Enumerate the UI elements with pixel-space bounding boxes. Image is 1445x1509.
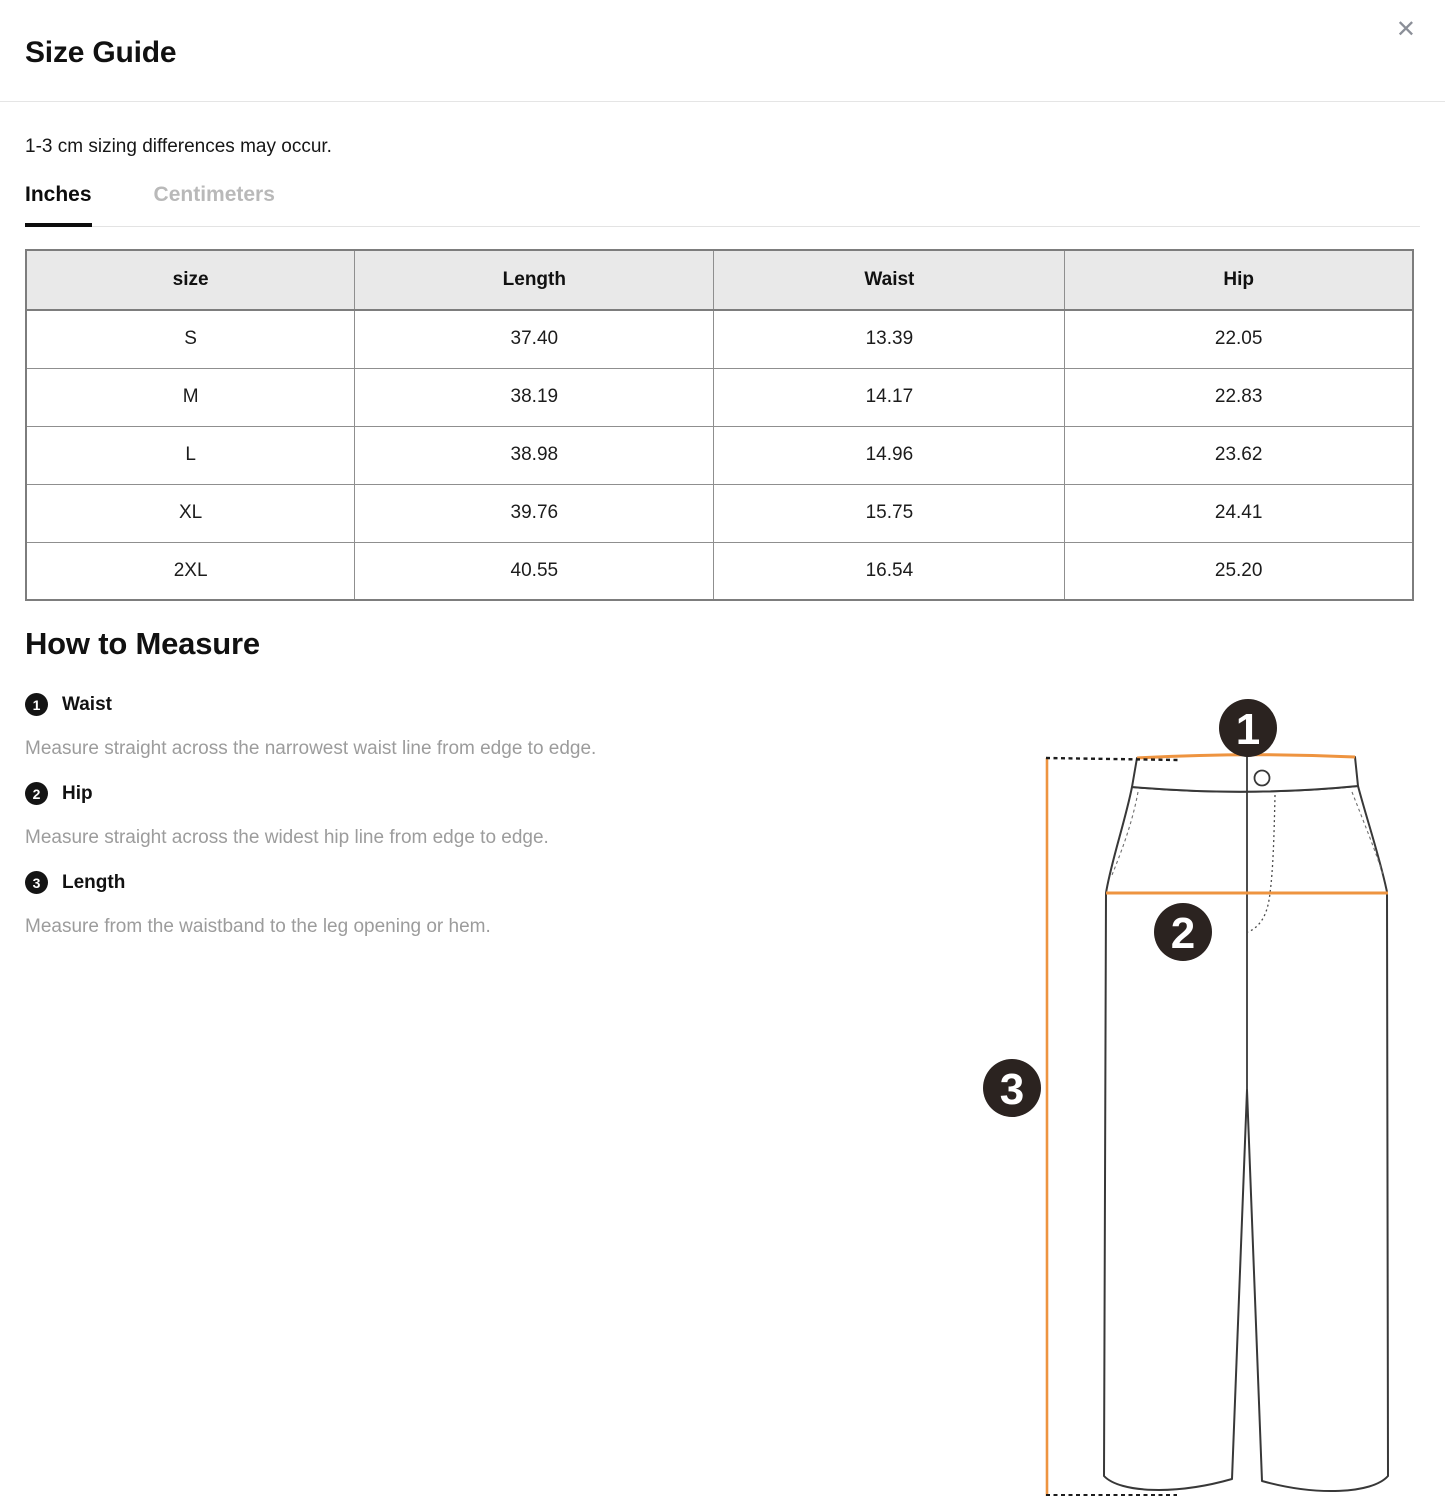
column-header-length: Length — [355, 250, 714, 310]
cell-waist: 14.17 — [714, 368, 1065, 426]
cell-waist: 13.39 — [714, 310, 1065, 368]
cell-hip: 22.05 — [1065, 310, 1413, 368]
table-header-row — [26, 250, 1413, 310]
badge-3-number: 3 — [999, 1065, 1025, 1114]
pants-measurement-diagram — [980, 690, 1445, 1509]
cell-size: M — [26, 368, 355, 426]
diagram-badge-1 — [1219, 699, 1277, 757]
cell-hip: 23.62 — [1065, 426, 1413, 484]
page-title: Size Guide — [25, 36, 177, 69]
number-2-badge-icon: 2 — [25, 782, 48, 805]
unit-tabs — [25, 182, 1420, 227]
measure-description: Measure straight across the widest hip line from edge to edge. — [25, 827, 549, 848]
table-row — [26, 484, 1413, 542]
table-row — [26, 542, 1413, 600]
close-button[interactable] — [1392, 14, 1420, 46]
header-divider — [0, 101, 1445, 102]
column-header-size: size — [26, 250, 355, 310]
tab-centimeters[interactable]: Centimeters — [154, 182, 275, 227]
diagram-badge-3 — [983, 1059, 1041, 1117]
measure-label: Length — [62, 872, 126, 893]
how-to-measure-title: How to Measure — [25, 626, 260, 661]
cell-hip: 25.20 — [1065, 542, 1413, 600]
measure-description: Measure from the waistband to the leg opening or hem. — [25, 916, 491, 937]
table-row — [26, 368, 1413, 426]
cell-size: 2XL — [26, 542, 355, 600]
cell-hip: 22.83 — [1065, 368, 1413, 426]
close-icon: ✕ — [1395, 16, 1416, 43]
number-3-badge-icon: 3 — [25, 871, 48, 894]
size-table — [25, 249, 1414, 601]
measure-label: Waist — [62, 694, 112, 715]
cell-size: S — [26, 310, 355, 368]
cell-length: 38.19 — [355, 368, 714, 426]
measure-label: Hip — [62, 783, 93, 804]
badge-2-number: 2 — [1170, 909, 1196, 958]
cell-waist: 16.54 — [714, 542, 1065, 600]
measure-description: Measure straight across the narrowest waist line from edge to edge. — [25, 738, 597, 759]
cell-hip: 24.41 — [1065, 484, 1413, 542]
badge-1-number: 1 — [1235, 705, 1261, 754]
number-1-badge-icon: 1 — [25, 693, 48, 716]
modal-header — [25, 0, 1420, 70]
cell-size: XL — [26, 484, 355, 542]
cell-length: 38.98 — [355, 426, 714, 484]
pants-waistband — [1132, 755, 1358, 792]
column-header-hip: Hip — [1065, 250, 1413, 310]
table-row — [26, 310, 1413, 368]
cell-length: 37.40 — [355, 310, 714, 368]
cell-size: L — [26, 426, 355, 484]
cell-length: 39.76 — [355, 484, 714, 542]
cell-length: 40.55 — [355, 542, 714, 600]
column-header-waist: Waist — [714, 250, 1065, 310]
cell-waist: 14.96 — [714, 426, 1065, 484]
tab-inches[interactable]: Inches — [25, 182, 92, 227]
cell-waist: 15.75 — [714, 484, 1065, 542]
diagram-badge-2 — [1154, 903, 1212, 961]
sizing-note: 1-3 cm sizing differences may occur. — [25, 136, 332, 157]
table-row — [26, 426, 1413, 484]
